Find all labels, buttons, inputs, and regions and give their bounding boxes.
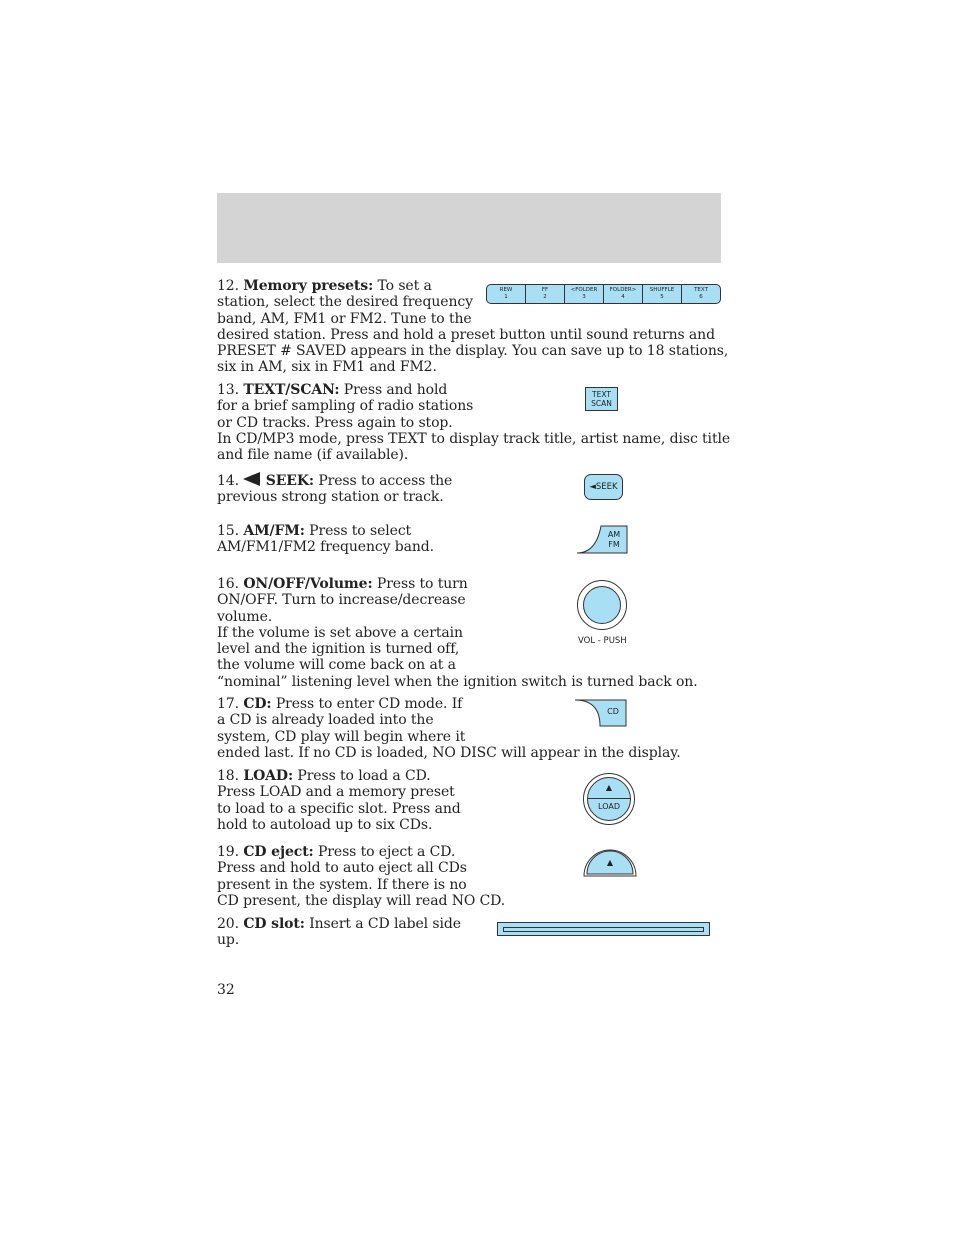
page-number: 32	[217, 982, 235, 998]
item-line: to load to a specific slot. Press and	[217, 800, 461, 817]
item-line: ON/OFF. Turn to increase/decrease	[217, 592, 466, 609]
item-load	[217, 768, 727, 833]
item-first-line: 13. TEXT/SCAN: Press and hold	[217, 382, 448, 398]
header-band	[217, 193, 721, 263]
item-line: six in AM, six in FM1 and FM2.	[217, 359, 437, 376]
item-first-line: 16. ON/OFF/Volume: Press to turn	[217, 576, 468, 592]
am-label: AM	[607, 530, 621, 539]
am-fm-button-illustration	[576, 525, 630, 555]
seek-arrow-icon	[243, 472, 261, 486]
item-line: a CD is already loaded into the	[217, 712, 434, 729]
item-first-line: 12. Memory presets: To set a	[217, 278, 432, 294]
load-label: LOAD	[598, 802, 620, 811]
item-volume	[217, 576, 727, 690]
vol-push-label: VOL - PUSH	[578, 636, 627, 646]
cd-label: CD	[607, 707, 619, 716]
preset-button: FOLDER> 4	[604, 285, 643, 303]
item-am-fm	[217, 523, 727, 556]
item-seek	[217, 472, 727, 506]
item-first-line: 18. LOAD: Press to load a CD.	[217, 768, 431, 784]
item-line: hold to autoload up to six CDs.	[217, 816, 433, 833]
load-button-illustration	[583, 773, 635, 825]
volume-knob-illustration	[577, 580, 627, 630]
preset-button: FF 2	[526, 285, 565, 303]
item-line: desired station. Press and hold a preset button until sound returns and	[217, 326, 715, 343]
item-line: “nominal” listening level when the ignition switch is turned back on.	[217, 673, 698, 690]
cd-slot-illustration	[497, 922, 710, 936]
item-line: previous strong station or track.	[217, 489, 444, 506]
preset-buttons-illustration	[486, 284, 721, 304]
preset-button: <FOLDER 3	[565, 285, 604, 303]
item-first-line: 15. AM/FM: Press to select	[217, 523, 412, 539]
item-first-line: 14. SEEK: Press to access the	[217, 473, 453, 489]
item-cd-eject	[217, 844, 727, 909]
item-line: AM/FM1/FM2 frequency band.	[217, 539, 435, 556]
item-line: If the volume is set above a certain	[217, 624, 463, 641]
item-line: the volume will come back on at a	[217, 657, 456, 674]
eject-icon: ▲	[606, 858, 614, 867]
item-line: station, select the desired frequency	[217, 294, 473, 311]
cd-button-illustration	[574, 699, 628, 727]
text-scan-button-illustration: TEXT SCAN	[585, 387, 618, 411]
item-line: Press LOAD and a memory preset	[217, 784, 455, 801]
item-first-line: 17. CD: Press to enter CD mode. If	[217, 696, 463, 712]
fm-label: FM	[608, 540, 620, 549]
item-cd	[217, 696, 727, 761]
item-line: and file name (if available).	[217, 447, 409, 464]
item-line: volume.	[217, 608, 273, 625]
item-line: up.	[217, 932, 240, 949]
item-line: system, CD play will begin where it	[217, 728, 466, 745]
item-line: CD present, the display will read NO CD.	[217, 892, 506, 909]
item-line: for a brief sampling of radio stations	[217, 398, 474, 415]
item-line: level and the ignition is turned off,	[217, 641, 460, 658]
item-line: band, AM, FM1 or FM2. Tune to the	[217, 310, 472, 327]
item-first-line: 20. CD slot: Insert a CD label side	[217, 916, 461, 932]
item-line: In CD/MP3 mode, press TEXT to display track title, artist name, disc title	[217, 430, 731, 447]
item-first-line: 19. CD eject: Press to eject a CD.	[217, 844, 456, 860]
eject-icon: ▲	[605, 783, 613, 792]
preset-button: REW 1	[487, 285, 526, 303]
item-line: PRESET # SAVED appears in the display. You can save up to 18 stations,	[217, 343, 729, 360]
cd-eject-button-illustration	[583, 849, 637, 877]
item-line: ended last. If no CD is loaded, NO DISC will appear in the display.	[217, 744, 681, 761]
item-line: or CD tracks. Press again to stop.	[217, 414, 453, 431]
volume-knob-center	[583, 586, 621, 624]
seek-button-illustration: ◄SEEK	[584, 474, 623, 500]
item-text-scan	[217, 382, 731, 464]
preset-button: SHUFFLE 5	[643, 285, 682, 303]
item-line: Press and hold to auto eject all CDs	[217, 860, 467, 877]
preset-button: TEXT 6	[694, 287, 708, 300]
item-line: present in the system. If there is no	[217, 876, 467, 893]
